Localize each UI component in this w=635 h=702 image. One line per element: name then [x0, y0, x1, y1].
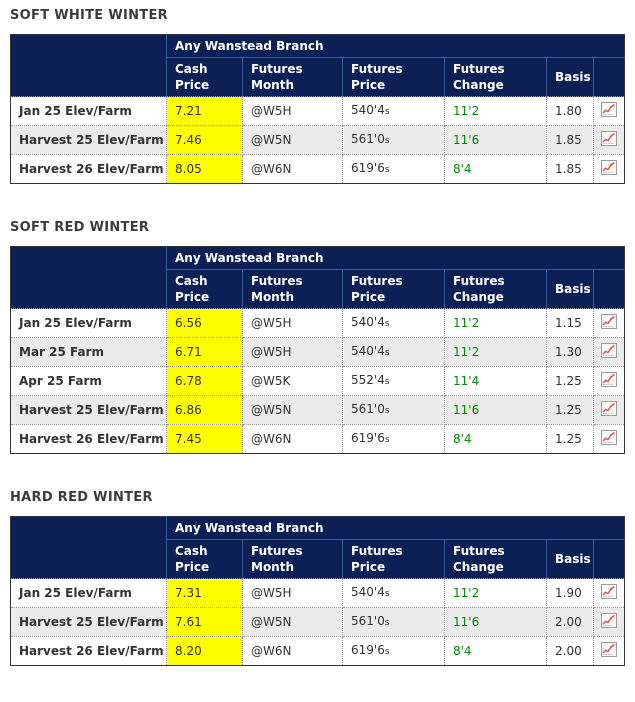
- chart-cell: [594, 338, 625, 367]
- chart-icon[interactable]: [601, 430, 617, 445]
- branch-header-row: [11, 35, 625, 58]
- chart-icon[interactable]: [601, 102, 617, 117]
- row-label: Jan 25 Elev/Farm: [11, 579, 167, 608]
- table-row: [11, 155, 625, 184]
- futures-change-cell: 8'4: [445, 425, 547, 454]
- column-header-chart: [594, 58, 625, 97]
- column-header-futures-price: Futures Price: [343, 270, 445, 309]
- chart-icon[interactable]: [601, 372, 617, 387]
- price-table-body: [11, 97, 625, 184]
- table-row: [11, 637, 625, 666]
- futures-price-value: 540'4: [351, 103, 385, 117]
- column-header-futures-change: Futures Change: [445, 540, 547, 579]
- column-header-basis: Basis: [547, 270, 594, 309]
- cash-price-cell: 6.78: [167, 367, 243, 396]
- table-row: [11, 126, 625, 155]
- column-header-cash-price: Cash Price: [167, 270, 243, 309]
- basis-cell: 1.15: [547, 309, 594, 338]
- section-title: SOFT RED WINTER: [10, 220, 150, 235]
- column-header-basis: Basis: [547, 58, 594, 97]
- row-label: Harvest 25 Elev/Farm: [11, 126, 167, 155]
- chart-icon[interactable]: [601, 343, 617, 358]
- table-row: [11, 338, 625, 367]
- row-label: Mar 25 Farm: [11, 338, 167, 367]
- futures-change-cell: 11'6: [445, 608, 547, 637]
- chart-cell: [594, 126, 625, 155]
- futures-price-value: 561'0: [351, 402, 385, 416]
- cash-price-cell: 8.20: [167, 637, 243, 666]
- settlement-suffix: s: [384, 165, 390, 175]
- cash-price-cell: 6.71: [167, 338, 243, 367]
- futures-price-cell: [343, 579, 445, 608]
- table-row: [11, 97, 625, 126]
- branch-header: Any Wanstead Branch: [167, 35, 625, 58]
- futures-price-value: 561'0: [351, 132, 385, 146]
- basis-cell: 2.00: [547, 608, 594, 637]
- cash-price-cell: 6.56: [167, 309, 243, 338]
- basis-cell: 1.25: [547, 367, 594, 396]
- commodity-section-hard-red-winter: [10, 490, 625, 666]
- futures-change-cell: 8'4: [445, 637, 547, 666]
- futures-price-cell: [343, 97, 445, 126]
- cash-price-cell: 7.45: [167, 425, 243, 454]
- chart-cell: [594, 97, 625, 126]
- settlement-suffix: s: [384, 647, 390, 657]
- futures-price-value: 619'6: [351, 643, 385, 657]
- chart-cell: [594, 608, 625, 637]
- cash-price-cell: 6.86: [167, 396, 243, 425]
- futures-month-cell: @W5N: [243, 608, 343, 637]
- price-table-body: [11, 579, 625, 666]
- futures-change-cell: 11'2: [445, 97, 547, 126]
- column-header-futures-change: Futures Change: [445, 270, 547, 309]
- row-label: Harvest 25 Elev/Farm: [11, 396, 167, 425]
- chart-icon[interactable]: [601, 401, 617, 416]
- row-label: Harvest 26 Elev/Farm: [11, 155, 167, 184]
- futures-price-cell: [343, 396, 445, 425]
- basis-cell: 1.25: [547, 425, 594, 454]
- futures-month-cell: @W5H: [243, 579, 343, 608]
- table-row: [11, 309, 625, 338]
- basis-cell: 2.00: [547, 637, 594, 666]
- settlement-suffix: s: [384, 319, 390, 329]
- row-label: Apr 25 Farm: [11, 367, 167, 396]
- futures-change-cell: 11'4: [445, 367, 547, 396]
- futures-price-cell: [343, 155, 445, 184]
- column-header-chart: [594, 270, 625, 309]
- settlement-suffix: s: [384, 136, 390, 146]
- row-label: Harvest 26 Elev/Farm: [11, 425, 167, 454]
- table-corner-cell: [11, 35, 167, 97]
- futures-price-cell: [343, 126, 445, 155]
- table-corner-cell: [11, 517, 167, 579]
- chart-cell: [594, 309, 625, 338]
- futures-month-cell: @W5H: [243, 97, 343, 126]
- futures-price-value: 552'4: [351, 373, 385, 387]
- row-label: Harvest 25 Elev/Farm: [11, 608, 167, 637]
- futures-price-cell: [343, 309, 445, 338]
- chart-cell: [594, 396, 625, 425]
- chart-icon[interactable]: [601, 314, 617, 329]
- settlement-suffix: s: [384, 348, 390, 358]
- cash-price-cell: 7.46: [167, 126, 243, 155]
- futures-price-value: 540'4: [351, 585, 385, 599]
- section-title: HARD RED WINTER: [10, 490, 153, 505]
- cash-price-cell: 7.21: [167, 97, 243, 126]
- settlement-suffix: s: [384, 589, 390, 599]
- basis-cell: 1.25: [547, 396, 594, 425]
- column-header-futures-month: Futures Month: [243, 58, 343, 97]
- column-header-cash-price: Cash Price: [167, 540, 243, 579]
- commodity-section-soft-white-winter: [10, 8, 625, 184]
- basis-cell: 1.80: [547, 97, 594, 126]
- futures-month-cell: @W6N: [243, 155, 343, 184]
- futures-month-cell: @W5H: [243, 309, 343, 338]
- settlement-suffix: s: [384, 618, 390, 628]
- futures-month-cell: @W5H: [243, 338, 343, 367]
- column-header-futures-month: Futures Month: [243, 540, 343, 579]
- table-row: [11, 608, 625, 637]
- price-table: [10, 34, 625, 184]
- row-label: Jan 25 Elev/Farm: [11, 309, 167, 338]
- futures-change-cell: 11'6: [445, 396, 547, 425]
- futures-price-cell: [343, 338, 445, 367]
- futures-price-value: 561'0: [351, 614, 385, 628]
- futures-change-cell: 11'2: [445, 309, 547, 338]
- futures-month-cell: @W5N: [243, 396, 343, 425]
- section-title: SOFT WHITE WINTER: [10, 8, 168, 23]
- chart-cell: [594, 579, 625, 608]
- futures-price-value: 540'4: [351, 315, 385, 329]
- futures-month-cell: @W6N: [243, 425, 343, 454]
- futures-change-cell: 11'2: [445, 579, 547, 608]
- futures-price-cell: [343, 608, 445, 637]
- futures-month-cell: @W5K: [243, 367, 343, 396]
- commodity-section-soft-red-winter: [10, 220, 625, 454]
- basis-cell: 1.85: [547, 126, 594, 155]
- chart-cell: [594, 367, 625, 396]
- futures-price-value: 619'6: [351, 161, 385, 175]
- cash-price-cell: 7.31: [167, 579, 243, 608]
- branch-header: Any Wanstead Branch: [167, 247, 625, 270]
- column-header-futures-price: Futures Price: [343, 58, 445, 97]
- futures-price-cell: [343, 637, 445, 666]
- branch-header-row: [11, 517, 625, 540]
- chart-icon[interactable]: [601, 613, 617, 628]
- column-header-futures-change: Futures Change: [445, 58, 547, 97]
- settlement-suffix: s: [384, 406, 390, 416]
- futures-price-cell: [343, 367, 445, 396]
- price-table-body: [11, 309, 625, 454]
- column-header-basis: Basis: [547, 540, 594, 579]
- futures-change-cell: 11'2: [445, 338, 547, 367]
- basis-cell: 1.90: [547, 579, 594, 608]
- branch-header-row: [11, 247, 625, 270]
- chart-icon[interactable]: [601, 584, 617, 599]
- chart-icon[interactable]: [601, 131, 617, 146]
- chart-cell: [594, 637, 625, 666]
- row-label: Jan 25 Elev/Farm: [11, 97, 167, 126]
- column-header-futures-price: Futures Price: [343, 540, 445, 579]
- futures-price-cell: [343, 425, 445, 454]
- cash-price-cell: 8.05: [167, 155, 243, 184]
- price-table: [10, 246, 625, 454]
- cash-price-cell: 7.61: [167, 608, 243, 637]
- table-corner-cell: [11, 247, 167, 309]
- basis-cell: 1.85: [547, 155, 594, 184]
- chart-cell: [594, 425, 625, 454]
- table-row: [11, 367, 625, 396]
- settlement-suffix: s: [384, 107, 390, 117]
- column-header-futures-month: Futures Month: [243, 270, 343, 309]
- settlement-suffix: s: [384, 377, 390, 387]
- row-label: Harvest 26 Elev/Farm: [11, 637, 167, 666]
- futures-month-cell: @W6N: [243, 637, 343, 666]
- column-header-cash-price: Cash Price: [167, 58, 243, 97]
- chart-icon[interactable]: [601, 642, 617, 657]
- chart-icon[interactable]: [601, 160, 617, 175]
- chart-cell: [594, 155, 625, 184]
- futures-change-cell: 8'4: [445, 155, 547, 184]
- table-row: [11, 579, 625, 608]
- table-row: [11, 425, 625, 454]
- price-table: [10, 516, 625, 666]
- basis-cell: 1.30: [547, 338, 594, 367]
- futures-month-cell: @W5N: [243, 126, 343, 155]
- branch-header: Any Wanstead Branch: [167, 517, 625, 540]
- futures-change-cell: 11'6: [445, 126, 547, 155]
- futures-price-value: 619'6: [351, 431, 385, 445]
- table-row: [11, 396, 625, 425]
- settlement-suffix: s: [384, 435, 390, 445]
- futures-price-value: 540'4: [351, 344, 385, 358]
